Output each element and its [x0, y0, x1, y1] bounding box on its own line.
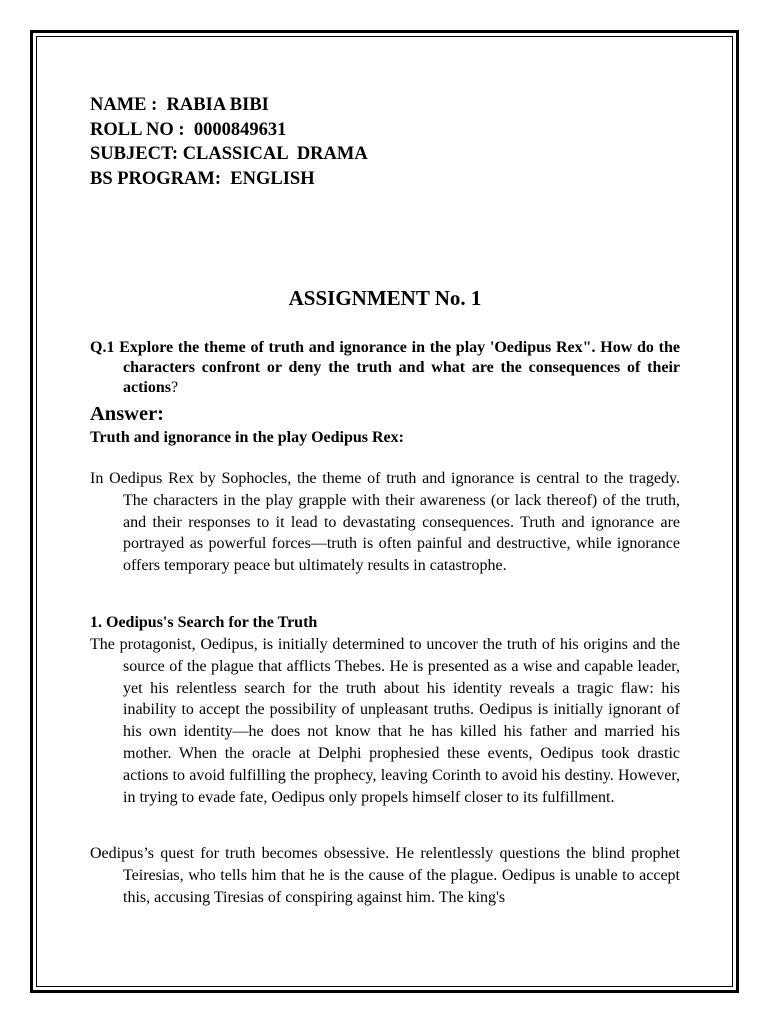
- subject: SUBJECT: CLASSICAL DRAMA: [90, 144, 368, 164]
- student-info-block: [90, 93, 680, 191]
- question-text: [90, 338, 680, 398]
- intro-paragraph: In Oedipus Rex by Sophocles, the theme of truth and ignorance is central to the tragedy. The characters in the play grapple with their awareness (or lack thereof) of the truth, and their responses to it lead to devastating consequences. Truth and ignorance are portrayed as powerful forces—truth is often painful and destructive, while ignorance offers temporary peace but ultimately results in catastrophe.: [90, 470, 680, 575]
- section1-paragraph: The protagonist, Oedipus, is initially determined to uncover the truth of his origins and the source of the plague that afflicts Thebes. He is presented as a wise and capable leader, yet his relentless search for the truth about his identity reveals a tragic flaw: his inability to accept the possibility of unpleasant truths. Oedipus is initially ignorant of his own identity—he does not know that he has killed his father and married his mother. When the oracle at Delphi prophesied these events, Oedipus took drastic actions to avoid fulfilling the prophecy, leaving Corinth to avoid his destiny. However, in trying to evade fate, Oedipus only propels himself closer to its fulfillment.: [90, 636, 680, 806]
- assignment-title: ASSIGNMENT No. 1: [288, 286, 482, 310]
- answer-label: Answer:: [90, 403, 165, 425]
- section1-heading: 1. Oedipus's Search for the Truth: [90, 614, 318, 631]
- program: BS PROGRAM: ENGLISH: [90, 168, 315, 189]
- student-name: NAME : RABIA BIBI: [90, 95, 269, 115]
- section1-paragraph-2: Oedipus’s quest for truth becomes obsessive. He relentlessly questions the blind prophet Teiresias, who tells him that he is the cause of the plague. Oedipus is unable to accept this, accusing Tiresias of conspiring against him. The king's: [90, 845, 680, 906]
- question-mark: ?: [171, 379, 179, 396]
- question-body: Q.1 Explore the theme of truth and ignorance in the play 'Oedipus Rex". How do the characters confront or deny the truth and what are the consequences of their actions: [90, 339, 680, 396]
- roll-number: ROLL NO : 0000849631: [90, 119, 287, 140]
- answer-heading: Truth and ignorance in the play Oedipus Rex:: [90, 429, 404, 446]
- document-body: [90, 93, 680, 906]
